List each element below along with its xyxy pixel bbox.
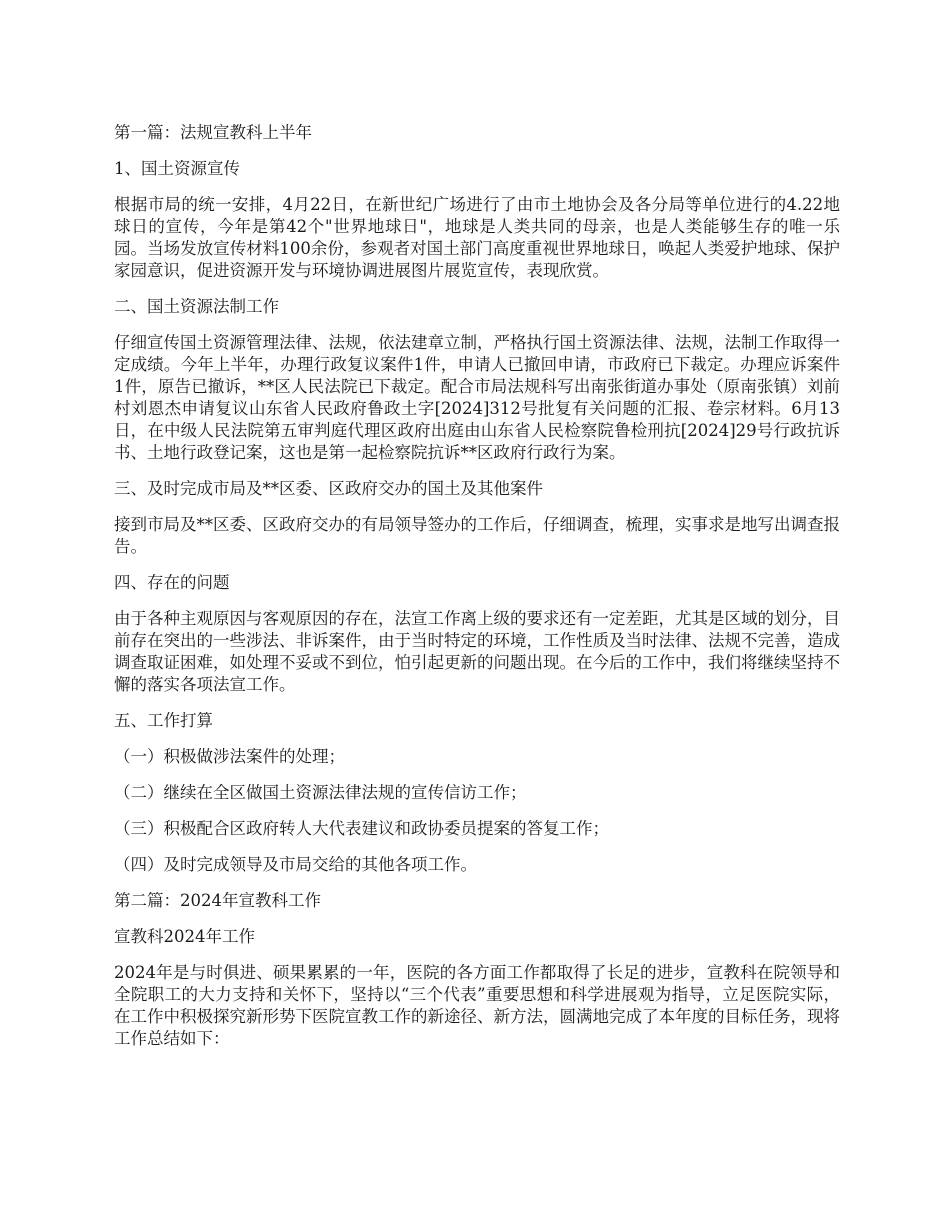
body-paragraph: 由于各种主观原因与客观原因的存在，法宣工作离上级的要求还有一定差距，尤其是区域的划分，目前存在突出的一些涉法、非诉案件，由于当时特定的环境，工作性质及当时法律、法规不完善，造成调查取证困难，如处理不妥或不到位，怕引起更新的问题出现。在今后的工作中，我们将继续坚持不懈的落实各项法宣工作。 <box>114 609 840 694</box>
subsection-heading: 宣教科2024年工作 <box>114 927 255 946</box>
section-title: 第一篇：法规宣教科上半年 <box>114 123 312 142</box>
subsection-heading: 四、存在的问题 <box>114 573 230 592</box>
subsection-heading: 1、国土资源宣传 <box>114 159 240 178</box>
list-item: （三）积极配合区政府转人大代表建议和政协委员提案的答复工作； <box>114 819 609 838</box>
list-item: （二）继续在全区做国土资源法律法规的宣传信访工作； <box>114 783 527 802</box>
subsection-heading: 三、及时完成市局及**区委、区政府交办的国土及其他案件 <box>114 479 543 498</box>
document-body <box>114 122 840 1064</box>
body-paragraph: 根据市局的统一安排，4月22日，在新世纪广场进行了由市土地协会及各分局等单位进行的4.22地球日的宣传，今年是第42个"世界地球日"，地球是人类共同的母亲，也是人类能够生存的唯一乐园。当场发放宣传材料100余份，参观者对国土部门高度重视世界地球日，唤起人类爱护地球、保护家园意识，促进资源开发与环境协调进展图片展览宣传，表现欣赏。 <box>114 195 840 280</box>
body-paragraph: 接到市局及**区委、区政府交办的有局领导签办的工作后，仔细调查，梳理，实事求是地写出调查报告。 <box>114 515 840 556</box>
list-item: （四）及时完成领导及市局交给的其他各项工作。 <box>114 855 477 874</box>
body-paragraph: 2024年是与时俱进、硕果累累的一年，医院的各方面工作都取得了长足的进步，宣教科在院领导和全院职工的大力支持和关怀下，坚持以“三个代表”重要思想和科学进展观为指导，立足医院实际，在工作中积极探究新形势下医院宣教工作的新途径、新方法，圆满地完成了本年度的目标任务，现将工作总结如下： <box>114 963 840 1048</box>
subsection-heading: 五、工作打算 <box>114 711 213 730</box>
list-item: （一）积极做涉法案件的处理； <box>114 747 345 766</box>
subsection-heading: 二、国土资源法制工作 <box>114 297 279 316</box>
body-paragraph: 仔细宣传国土资源管理法律、法规，依法建章立制，严格执行国土资源法律、法规，法制工作取得一定成绩。今年上半年，办理行政复议案件1件，申请人已撤回申请，市政府已下裁定。办理应诉案件1件，原告已撤诉，**区人民法院已下裁定。配合市局法规科写出南张街道办事处（原南张镇）刘前村刘恩杰申请复议山东省人民政府鲁政土字[2024]312号批复有关问题的汇报、卷宗材料。6月13日，在中级人民法院第五审判庭代理区政府出庭由山东省人民检察院鲁检刑抗[2024]29号行政抗诉书、土地行政登记案，这也是第一起检察院抗诉**区政府行政行为案。 <box>114 333 840 462</box>
section-title: 第二篇：2024年宣教科工作 <box>114 891 321 910</box>
